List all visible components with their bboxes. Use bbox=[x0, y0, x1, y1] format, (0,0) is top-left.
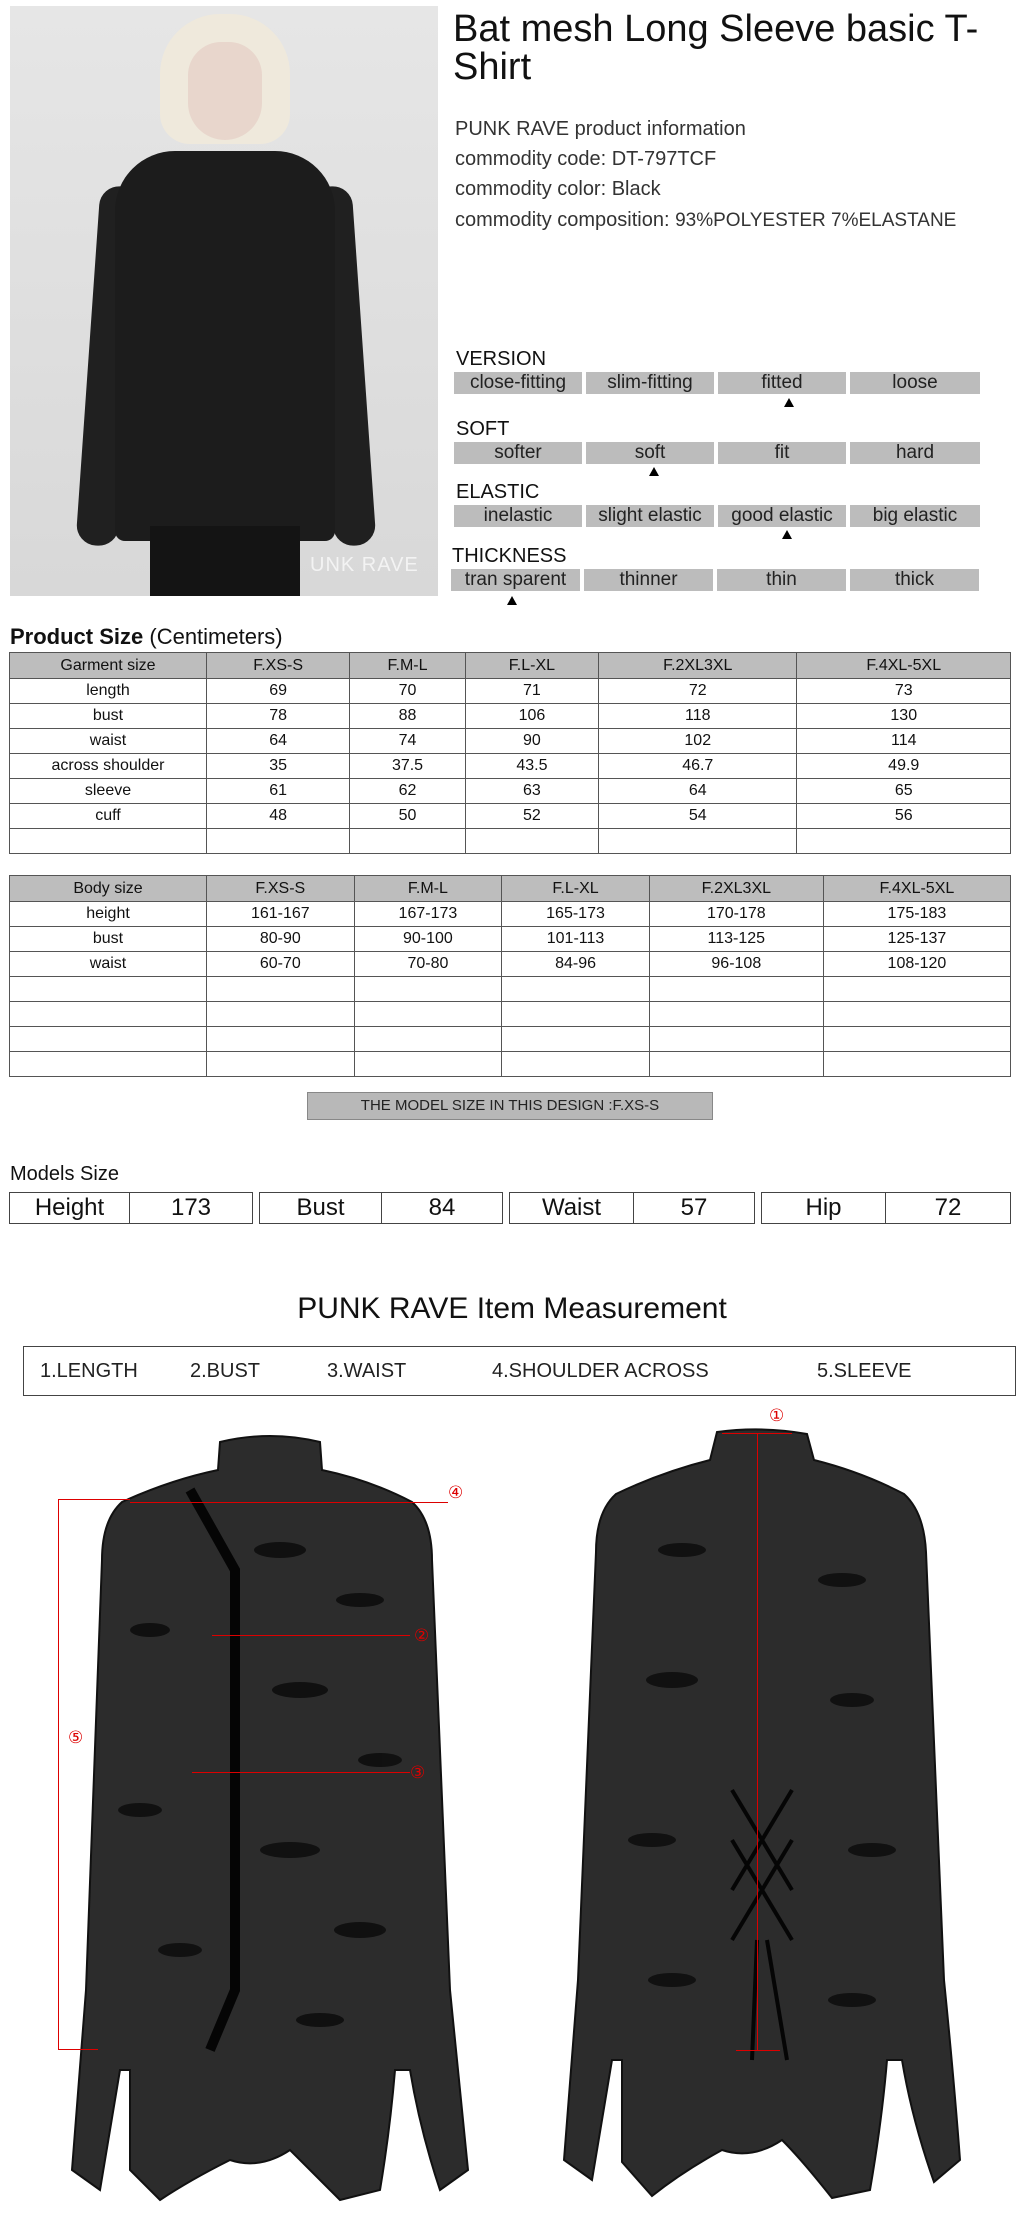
models-size-bust bbox=[259, 1192, 503, 1224]
table-cell bbox=[649, 1002, 823, 1027]
marker-1-icon: ① bbox=[769, 1406, 785, 1426]
rating-option: softer bbox=[454, 442, 582, 464]
rating-option: big elastic bbox=[850, 505, 980, 527]
garment-front-illustration bbox=[60, 1430, 480, 2212]
table-cell bbox=[649, 977, 823, 1002]
table-row bbox=[10, 729, 1011, 754]
rating-row-version bbox=[454, 372, 984, 394]
table-row bbox=[10, 927, 1011, 952]
table-cell: 48 bbox=[207, 804, 350, 829]
table-cell: 118 bbox=[599, 704, 797, 729]
bust-measure-line bbox=[212, 1635, 410, 1636]
marker-2-icon: ② bbox=[414, 1626, 430, 1646]
product-title: Bat mesh Long Sleeve basic T-Shirt bbox=[453, 8, 979, 88]
measurement-legend-item: 3.WAIST bbox=[327, 1360, 407, 1382]
product-size-table bbox=[9, 652, 1011, 854]
marker-4-icon: ④ bbox=[448, 1483, 464, 1503]
measurement-legend-item: 2.BUST bbox=[190, 1360, 261, 1382]
table-row-label: cuff bbox=[10, 804, 207, 829]
table-cell bbox=[823, 1052, 1010, 1077]
rating-option-selected: tran sparent bbox=[451, 569, 580, 591]
table-cell: 108-120 bbox=[823, 952, 1010, 977]
table-row-label bbox=[10, 1027, 207, 1052]
table-cell: 101-113 bbox=[502, 927, 650, 952]
marker-3-icon: ③ bbox=[410, 1763, 426, 1783]
models-size-hip bbox=[761, 1192, 1011, 1224]
table-row bbox=[10, 829, 1011, 854]
table-cell: 49.9 bbox=[797, 754, 1011, 779]
table-cell: 167-173 bbox=[354, 902, 502, 927]
table-header-cell: F.2XL3XL bbox=[599, 653, 797, 679]
table-cell bbox=[502, 1027, 650, 1052]
table-cell: 78 bbox=[207, 704, 350, 729]
table-cell: 63 bbox=[465, 779, 598, 804]
rating-option: slim-fitting bbox=[586, 372, 714, 394]
table-cell: 43.5 bbox=[465, 754, 598, 779]
rating-label-thickness: THICKNESS bbox=[452, 545, 567, 567]
table-cell: 73 bbox=[797, 679, 1011, 704]
table-cell bbox=[207, 1002, 355, 1027]
selected-marker-icon bbox=[649, 467, 659, 476]
table-cell: 50 bbox=[350, 804, 466, 829]
sleeve-measure-line bbox=[58, 1499, 59, 2049]
model-photo bbox=[10, 6, 438, 596]
table-cell bbox=[354, 1027, 502, 1052]
table-cell: 37.5 bbox=[350, 754, 466, 779]
table-cell bbox=[502, 1052, 650, 1077]
product-size-heading bbox=[10, 624, 283, 650]
table-row bbox=[10, 804, 1011, 829]
table-cell: 130 bbox=[797, 704, 1011, 729]
models-size-value: 57 bbox=[680, 1194, 708, 1221]
rating-label-version: VERSION bbox=[456, 348, 547, 370]
commodity-composition bbox=[455, 209, 956, 232]
table-header-cell: F.4XL-5XL bbox=[797, 653, 1011, 679]
table-cell: 106 bbox=[465, 704, 598, 729]
table-cell bbox=[823, 977, 1010, 1002]
table-cell: 54 bbox=[599, 804, 797, 829]
selected-marker-icon bbox=[784, 398, 794, 407]
table-cell bbox=[354, 977, 502, 1002]
table-row-label bbox=[10, 1002, 207, 1027]
table-cell bbox=[502, 977, 650, 1002]
measurement-legend-item: 4.SHOULDER ACROSS bbox=[492, 1360, 709, 1382]
models-size-heading: Models Size bbox=[10, 1163, 119, 1185]
rating-option: thick bbox=[850, 569, 979, 591]
table-cell: 62 bbox=[350, 779, 466, 804]
marker-5-icon: ⑤ bbox=[68, 1728, 84, 1748]
table-row bbox=[10, 679, 1011, 704]
rating-option: slight elastic bbox=[586, 505, 714, 527]
table-cell: 72 bbox=[599, 679, 797, 704]
table-header-cell: F.M-L bbox=[350, 653, 466, 679]
rating-option-selected: soft bbox=[586, 442, 714, 464]
table-cell: 90-100 bbox=[354, 927, 502, 952]
table-row-label: waist bbox=[10, 952, 207, 977]
table-cell: 165-173 bbox=[502, 902, 650, 927]
table-header-cell: F.XS-S bbox=[207, 653, 350, 679]
models-size-label: Hip bbox=[762, 1193, 886, 1223]
table-cell: 170-178 bbox=[649, 902, 823, 927]
photo-watermark: UNK RAVE bbox=[310, 554, 419, 576]
models-size-value: 173 bbox=[170, 1194, 212, 1221]
table-cell: 102 bbox=[599, 729, 797, 754]
table-cell bbox=[649, 1052, 823, 1077]
table-row-label: across shoulder bbox=[10, 754, 207, 779]
models-size-value: 72 bbox=[934, 1194, 962, 1221]
table-row-label: bust bbox=[10, 704, 207, 729]
table-header-cell: F.XS-S bbox=[207, 876, 355, 902]
table-cell bbox=[207, 1052, 355, 1077]
table-row-label: height bbox=[10, 902, 207, 927]
table-cell: 61 bbox=[207, 779, 350, 804]
table-cell: 46.7 bbox=[599, 754, 797, 779]
table-cell: 80-90 bbox=[207, 927, 355, 952]
table-header-cell: F.M-L bbox=[354, 876, 502, 902]
rating-option: fit bbox=[718, 442, 846, 464]
table-cell: 96-108 bbox=[649, 952, 823, 977]
table-row bbox=[10, 977, 1011, 1002]
waist-measure-line bbox=[192, 1772, 410, 1773]
table-row bbox=[10, 754, 1011, 779]
table-cell: 64 bbox=[599, 779, 797, 804]
table-row bbox=[10, 779, 1011, 804]
product-size-unit: (Centimeters) bbox=[149, 624, 283, 649]
rating-option: inelastic bbox=[454, 505, 582, 527]
table-cell: 69 bbox=[207, 679, 350, 704]
table-cell: 125-137 bbox=[823, 927, 1010, 952]
measurement-legend bbox=[23, 1346, 1016, 1396]
models-size-label: Height bbox=[10, 1193, 130, 1223]
table-header-cell: F.4XL-5XL bbox=[823, 876, 1010, 902]
table-cell: 35 bbox=[207, 754, 350, 779]
table-cell: 70-80 bbox=[354, 952, 502, 977]
table-row-label: waist bbox=[10, 729, 207, 754]
models-size-label: Bust bbox=[260, 1193, 382, 1223]
rating-option: hard bbox=[850, 442, 980, 464]
table-cell: 52 bbox=[465, 804, 598, 829]
composition-label: commodity composition: bbox=[455, 209, 670, 231]
composition-value: 93%POLYESTER 7%ELASTANE bbox=[675, 210, 957, 231]
table-cell: 70 bbox=[350, 679, 466, 704]
table-cell bbox=[502, 1002, 650, 1027]
table-header-cell: Body size bbox=[10, 876, 207, 902]
models-size-waist bbox=[509, 1192, 755, 1224]
rating-option: thin bbox=[717, 569, 846, 591]
table-row bbox=[10, 1002, 1011, 1027]
table-cell: 161-167 bbox=[207, 902, 355, 927]
table-header-row bbox=[10, 876, 1011, 902]
table-cell: 114 bbox=[797, 729, 1011, 754]
table-row-label: sleeve bbox=[10, 779, 207, 804]
commodity-color: commodity color: Black bbox=[455, 178, 661, 200]
table-cell: 60-70 bbox=[207, 952, 355, 977]
table-header-cell: F.L-XL bbox=[502, 876, 650, 902]
body-size-table bbox=[9, 875, 1011, 1077]
table-row-label: length bbox=[10, 679, 207, 704]
length-measure-line bbox=[757, 1433, 758, 2050]
models-size-label: Waist bbox=[510, 1193, 634, 1223]
table-cell bbox=[207, 977, 355, 1002]
table-cell: 65 bbox=[797, 779, 1011, 804]
table-row bbox=[10, 704, 1011, 729]
selected-marker-icon bbox=[782, 530, 792, 539]
table-row bbox=[10, 952, 1011, 977]
sleeve-measure-line bbox=[58, 1499, 130, 1500]
table-cell bbox=[207, 829, 350, 854]
model-size-banner: THE MODEL SIZE IN THIS DESIGN :F.XS-S bbox=[307, 1092, 713, 1120]
rating-option-selected: fitted bbox=[718, 372, 846, 394]
table-header-row bbox=[10, 653, 1011, 679]
measurement-legend-item: 5.SLEEVE bbox=[817, 1360, 912, 1382]
shoulder-measure-line bbox=[130, 1502, 448, 1503]
table-cell: 175-183 bbox=[823, 902, 1010, 927]
table-cell bbox=[823, 1002, 1010, 1027]
garment-back-illustration bbox=[552, 1420, 972, 2212]
table-cell: 113-125 bbox=[649, 927, 823, 952]
table-header-cell: Garment size bbox=[10, 653, 207, 679]
rating-row-thickness bbox=[451, 569, 983, 591]
rating-option: thinner bbox=[584, 569, 713, 591]
table-row bbox=[10, 902, 1011, 927]
table-cell bbox=[207, 1027, 355, 1052]
rating-label-soft: SOFT bbox=[456, 418, 510, 440]
models-size-value: 84 bbox=[428, 1194, 456, 1221]
table-cell bbox=[797, 829, 1011, 854]
rating-option: loose bbox=[850, 372, 980, 394]
info-heading: PUNK RAVE product information bbox=[455, 118, 746, 140]
table-cell bbox=[465, 829, 598, 854]
table-cell: 74 bbox=[350, 729, 466, 754]
product-size-title: Product Size bbox=[10, 624, 144, 649]
table-cell bbox=[354, 1002, 502, 1027]
table-cell: 71 bbox=[465, 679, 598, 704]
measurement-title: PUNK RAVE Item Measurement bbox=[297, 1292, 727, 1325]
table-header-cell: F.2XL3XL bbox=[649, 876, 823, 902]
models-size-height bbox=[9, 1192, 253, 1224]
table-cell: 84-96 bbox=[502, 952, 650, 977]
table-header-cell: F.L-XL bbox=[465, 653, 598, 679]
table-cell bbox=[354, 1052, 502, 1077]
table-row bbox=[10, 1027, 1011, 1052]
measurement-legend-item: 1.LENGTH bbox=[40, 1360, 138, 1382]
length-measure-line bbox=[736, 2050, 780, 2051]
table-cell: 56 bbox=[797, 804, 1011, 829]
table-row-label: bust bbox=[10, 927, 207, 952]
table-row-label bbox=[10, 1052, 207, 1077]
table-cell: 88 bbox=[350, 704, 466, 729]
table-row-label bbox=[10, 829, 207, 854]
rating-option: close-fitting bbox=[454, 372, 582, 394]
table-cell bbox=[350, 829, 466, 854]
rating-row-elastic bbox=[454, 505, 984, 527]
table-cell bbox=[649, 1027, 823, 1052]
rating-row-soft bbox=[454, 442, 984, 464]
table-cell: 90 bbox=[465, 729, 598, 754]
selected-marker-icon bbox=[507, 596, 517, 605]
table-cell bbox=[823, 1027, 1010, 1052]
rating-option-selected: good elastic bbox=[718, 505, 846, 527]
rating-label-elastic: ELASTIC bbox=[456, 481, 540, 503]
table-cell bbox=[599, 829, 797, 854]
sleeve-measure-line bbox=[58, 2049, 98, 2050]
table-row-label bbox=[10, 977, 207, 1002]
commodity-code: commodity code: DT-797TCF bbox=[455, 148, 717, 170]
table-cell: 64 bbox=[207, 729, 350, 754]
table-row bbox=[10, 1052, 1011, 1077]
